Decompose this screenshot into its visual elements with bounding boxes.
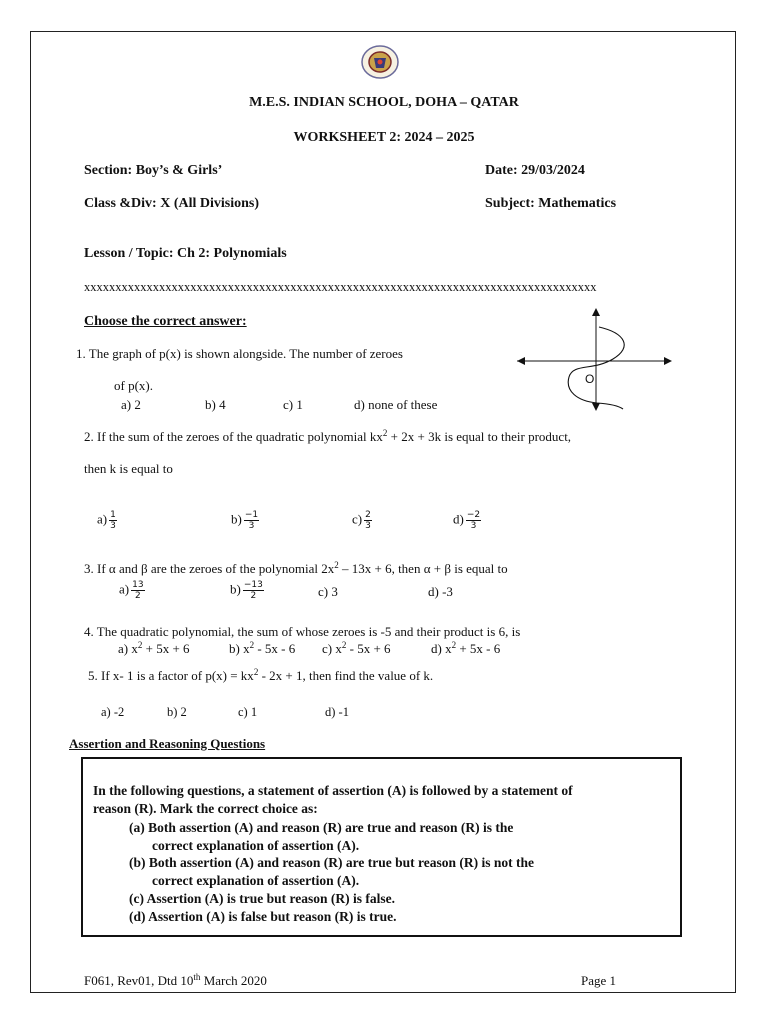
choice-b-line-1: (b) Both assertion (A) and reason (R) are true but reason (R) is not the bbox=[129, 855, 534, 870]
footer-page-number: Page 1 bbox=[581, 973, 617, 988]
q3-option-b: b) $\frac{-13}{2}$ bbox=[230, 580, 263, 601]
q1-option-a: a) 2 bbox=[121, 397, 141, 412]
section-label: Section: Boy’s & Girls’ bbox=[84, 163, 223, 178]
q2-text: 2. If the sum of the zeroes of the quadratic polynomial $kx^2 + 2x + 3k$ is equal to their product, bbox=[84, 428, 572, 444]
instructions-line-1: In the following questions, a statement of assertion (A) is followed by a statement of bbox=[93, 783, 573, 798]
q3-text: 3. If α and β are the zeroes of the polynomial $2x^2 - 13x + 6$, then α + β is equal to bbox=[84, 560, 508, 576]
choice-a-line-2: correct explanation of assertion (A). bbox=[152, 838, 360, 853]
q1-text-cont: of p(x). bbox=[114, 378, 153, 393]
subject-label: Subject: Mathematics bbox=[485, 196, 617, 211]
q5-option-b: b) 2 bbox=[167, 705, 187, 719]
q2-option-a: a) $\frac{1}{3}$ bbox=[97, 510, 116, 531]
footer-form-code: F061, Rev01, Dtd 10th March 2020 bbox=[84, 972, 267, 988]
q5-option-a: a) -2 bbox=[101, 705, 125, 719]
instructions-line-2: reason (R). Mark the correct choice as: bbox=[93, 801, 318, 816]
q1-option-c: c) 1 bbox=[283, 397, 303, 412]
section-title-mcq: Choose the correct answer: bbox=[84, 314, 247, 329]
q1-option-b: b) 4 bbox=[205, 397, 226, 412]
instructions-box bbox=[81, 757, 682, 937]
choice-a-line-1: (a) Both assertion (A) and reason (R) are true and reason (R) is the bbox=[129, 820, 514, 835]
q1-text: 1. The graph of p(x) is shown alongside. The number of zeroes bbox=[76, 346, 403, 361]
q4-text: 4. The quadratic polynomial, the sum of whose zeroes is -5 and their product is 6, is bbox=[84, 624, 521, 639]
worksheet-title: WORKSHEET 2: 2024 – 2025 bbox=[293, 130, 475, 145]
separator-line: xxxxxxxxxxxxxxxxxxxxxxxxxxxxxxxxxxxxxxxxxxxxxxxxxxxxxxxxxxxxxxxxxxxxxxxxxxxxxxxxxx bbox=[84, 280, 597, 294]
q1-polynomial-graph bbox=[515, 305, 675, 415]
q2-option-d: d) $\frac{-2}{3}$ bbox=[453, 510, 481, 531]
choice-d: (d) Assertion (A) is false but reason (R) is true. bbox=[129, 909, 397, 924]
q4-option-a: a) $x^2 + 5x + 6$ bbox=[118, 640, 190, 656]
q4-option-b: b) $x^2 - 5x - 6$ bbox=[229, 640, 296, 656]
choice-c: (c) Assertion (A) is true but reason (R) is false. bbox=[129, 891, 395, 906]
q3-option-d: d) -3 bbox=[428, 584, 453, 599]
q1-option-d: d) none of these bbox=[354, 397, 438, 412]
q5-option-d: d) -1 bbox=[325, 705, 349, 719]
choice-b-line-2: correct explanation of assertion (A). bbox=[152, 873, 360, 888]
q4-option-d: d) $x^2 + 5x - 6$ bbox=[431, 640, 501, 656]
q3-option-c: c) 3 bbox=[318, 584, 338, 599]
q4-option-c: c) $x^2 - 5x + 6$ bbox=[322, 640, 391, 656]
q5-text: 5. If x- 1 is a factor of $p(x) = kx^2 - 2x + 1$, then find the value of k. bbox=[88, 667, 434, 683]
date-label: Date: 29/03/2024 bbox=[485, 163, 585, 178]
school-logo bbox=[360, 44, 400, 80]
q2-option-c: c) $\frac{2}{3}$ bbox=[352, 510, 371, 531]
q5-option-c: c) 1 bbox=[238, 705, 258, 719]
q3-option-a: a) $\frac{13}{2}$ bbox=[119, 580, 144, 601]
q2-text-cont: then k is equal to bbox=[84, 461, 173, 476]
q2-option-b: b) $\frac{-1}{3}$ bbox=[231, 510, 259, 531]
graph-origin-label: O bbox=[585, 372, 595, 386]
lesson-topic: Lesson / Topic: Ch 2: Polynomials bbox=[84, 246, 287, 261]
section-title-assertion: Assertion and Reasoning Questions bbox=[69, 736, 266, 751]
school-name: M.E.S. INDIAN SCHOOL, DOHA – QATAR bbox=[249, 95, 519, 110]
class-div-label: Class &Div: X (All Divisions) bbox=[84, 196, 260, 211]
